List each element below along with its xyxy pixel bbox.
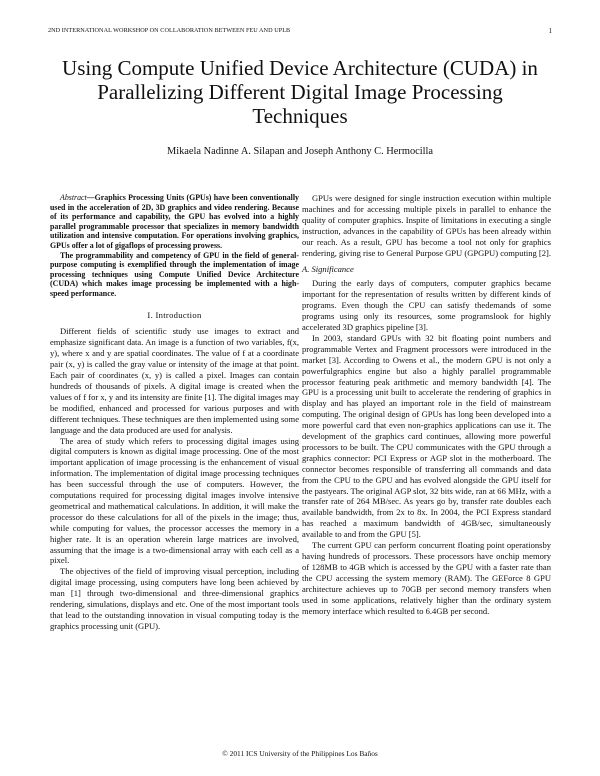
copyright-footer: © 2011 ICS University of the Philippines Los Baños bbox=[222, 749, 378, 758]
abstract-label: Abstract bbox=[60, 193, 87, 202]
running-title: 2ND INTERNATIONAL WORKSHOP ON COLLABORATION BETWEEN FEU AND UPLB bbox=[48, 27, 291, 34]
abstract-text-1: —Graphics Processing Units (GPUs) have been conventionally used in the acceleration of 2D, 3D graphics and video rendering. Because of its performance and capability, the GPU has evolved into a highly parallel programmable processor that specializes in memory bandwidth utilization and intensive computation. For operations involving graphics, GPUs offer a lot of gigaflops of processing prowess. bbox=[50, 193, 299, 250]
section-heading-introduction: I. Introduction bbox=[147, 309, 202, 320]
significance-paragraph-1: During the early days of computers, computer graphics became important for the representation of results written by different kinds of programs. Even though the CPU can satisfy thedemands of some programs using only its resources, some programslook for highly accelerated 3D graphics pipeline [3]. bbox=[302, 278, 551, 332]
subsection-heading-significance: A. Significance bbox=[302, 264, 354, 275]
paper-authors: Mikaela Nadinne A. Silapan and Joseph Anthony C. Hermocilla bbox=[166, 146, 434, 157]
left-column bbox=[50, 193, 299, 632]
intro-paragraph-3: The objectives of the field of improving visual perception, including digital image processing, using computers have long been achieved by man [1] through two-dimensional and three-dimensional graphics rendering, simulations, displays and etc. One of the most important tools that lead to the outstanding innovation in visual computing today is the graphics processing unit (GPU). bbox=[50, 566, 299, 631]
abstract-paragraph bbox=[50, 193, 299, 251]
abstract bbox=[50, 193, 299, 299]
gpu-intro-paragraph: GPUs were designed for single instruction execution within multiple machines and for accessing multiple pixels in parallel to enhance the quality of computer graphics. Inspite of limitations in executing a single instruction, advances in the capability of GPUs has been already within our reach. As a result, GPU has become a tool not only for graphics rendering, giving rise to General Purpose GPU (GPGPU) computing [2]. bbox=[302, 193, 552, 258]
significance-paragraph-3: The current GPU can perform concurrent floating point operationsby having hundreds of processors. These processors have onchip memory of 128MB to 4GB which is accessed by the GPU with a faster rate than the CPU accessing the system memory (RAM). The GEForce 8 GPU architecture achieves up to 70GB per second memory transfers when used in some applications, relatively higher than the ordinary system memory interface which resulted to 6.4GB per second. bbox=[302, 540, 551, 616]
significance-paragraph-2: In 2003, standard GPUs with 32 bit floating point numbers and programmable Vertex and Fragment processors were introduced in the market [3]. According to Owens et al., the modern GPU is not only a powerfulgraphics engine but also a highly parallel programmable processor featuring peak arithmetic and memory bandwidth [4]. The GPU is a processing unit built to accelerate the rendering of graphics in display and has played an important role in the field of mainstream computing. The original design of GPUs has long been developed into a more powerful card that even non-graphics applications can use it. The development of the graphics card continues, allowing more powerful processors to be built. The CPU communicates with the GPU through a graphics connector: PCI Express or AGP slot in the motherboard. The connector becomes responsible of transferring all commands and data from the CPU to the GPU and has evolved alongside the GPU itself for the pastyears. The original AGP slot, 32 bits wide, ran at 66 MHz, with a transfer rate of 264 MB/sec. As years go by, transfer rate doubles each available bandwidth, from 2x to 8x. In 2004, the PCI Express standard has reached a maximum bandwidth of 4GB/sec, simultaneously available to and from the GPU [5]. bbox=[302, 332, 551, 540]
intro-paragraph-2: The area of study which refers to processing digital images using digital computers is known as digital image processing. One of the most important application of image processing is the enhancement of visual information. The implementation of digital image processing techniques has been successful through the use of computers. However, the computations required for processing digital images involve intensive geometrical and mathematical calculations. In addition, it will make the processor do these calculations for all of the pixels in the image; thus, while computing for values, the processor accesses the memory in a higher rate. It is an operation wherein large matrices are involved, assuming that the image is a two-dimensional array with each cell as a pixel. bbox=[50, 435, 299, 566]
right-column bbox=[302, 193, 551, 616]
abstract-paragraph-2: The programmability and competency of GPU in the field of general-purpose computing is exemplified through the implementation of image processing techniques using Compute Unified Device Architecture (CUDA) which makes image processing be implemented with a high-speed performance. bbox=[50, 250, 299, 298]
intro-paragraph-1: Different fields of scientific study use images to extract and emphasize significant data. An image is a function of two variables, f(x, y), where x and y are spatial coordinates. The value of f at a coordinate pair (x, y) is called the gray value or intensity of the image at that point. Each pair of coordinates (x, y) is called a pixel. Images can contain hundreds of thousands of pixels. A digital image is created when the values of f for x, y and its intensity are finite [1]. The digital images may be modified, enhanced and processed for various purposes and with different techniques. These techniques are then implemented using some language and the data produced are used for analysis. bbox=[50, 326, 299, 435]
paper-title: Using Compute Unified Device Architecture (CUDA) in Parallelizing Different Digital Image Processing Techniques bbox=[62, 56, 538, 128]
page-number: 1 bbox=[548, 27, 552, 35]
